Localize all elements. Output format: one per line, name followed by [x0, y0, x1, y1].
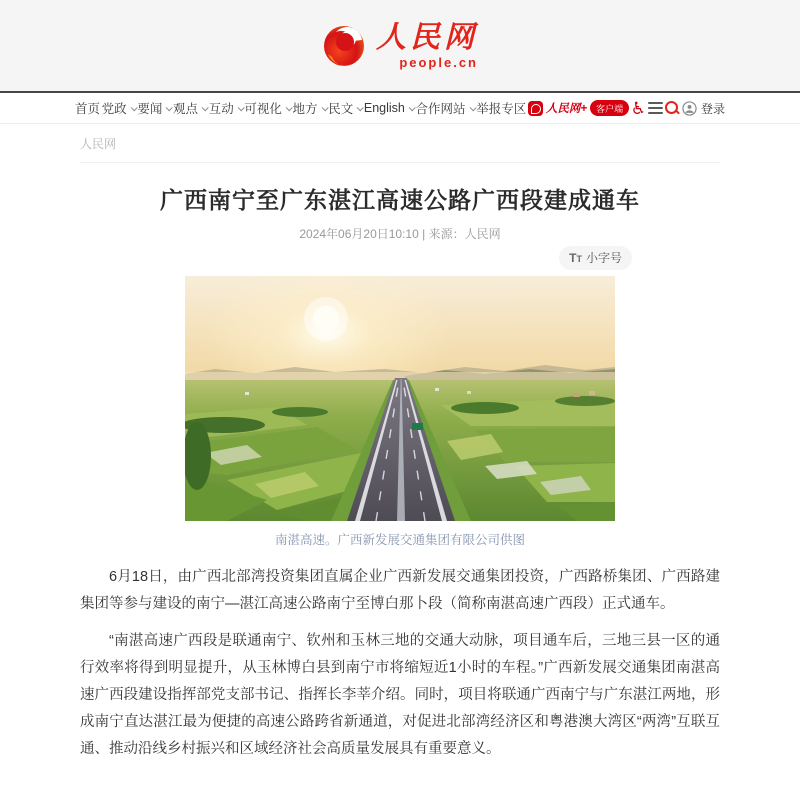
- nav-item-minwen[interactable]: 民文: [328, 99, 362, 117]
- article-date: 2024年06月20日10:10: [299, 227, 419, 241]
- logo-cn-text: 人民网: [376, 19, 478, 55]
- nav-item-opinion[interactable]: 观点: [173, 99, 207, 117]
- breadcrumb[interactable]: 人民网: [80, 137, 117, 151]
- site-logo[interactable]: [322, 19, 478, 70]
- nav-item-party[interactable]: 党政: [102, 99, 136, 117]
- page-title: 广西南宁至广东湛江高速公路广西段建成通车: [160, 187, 640, 213]
- app-badge-tag: 客户端: [590, 100, 629, 116]
- font-size-button[interactable]: TT 小字号: [559, 246, 632, 270]
- article-body: [80, 564, 720, 793]
- nav-item-visual[interactable]: 可视化: [244, 99, 291, 117]
- source-link[interactable]: 人民网: [464, 227, 501, 241]
- people-app-icon: [528, 101, 543, 116]
- image-caption: 南湛高速。广西新发展交通集团有限公司供图: [274, 532, 525, 547]
- paragraph: “南湛高速广西段是联通南宁、钦州和玉林三地的交通大动脉，项目通车后，三地三县一区的通行效率将得到明显提升，从玉林博白县到南宁市将缩短近1小时的车程。”广西新发展交通集团南湛高速广西段建设指挥部党支部书记、指挥长李莘介绍。同时，项目将联通广西南宁与广东湛江两地，形成南宁直达湛江最为便捷的高速公路跨省新通道，对促进北部湾经济区和粤港澳大湾区“两湾”互联互通、推动沿线乡村振兴和区域经济社会高质量发展具有重要意义。: [80, 633, 720, 757]
- people-app-badge[interactable]: [528, 100, 629, 116]
- masthead: [0, 0, 800, 91]
- wheelchair-icon[interactable]: ♿: [630, 98, 647, 118]
- divider: [80, 162, 720, 163]
- article-meta: [80, 225, 720, 242]
- nav-item-news[interactable]: 要闻: [137, 99, 171, 117]
- article-hero-image: [185, 276, 615, 521]
- login-label: 登录: [700, 101, 725, 116]
- people-sphere-icon: [322, 24, 366, 68]
- hamburger-icon[interactable]: [648, 102, 663, 114]
- login-button[interactable]: [682, 100, 725, 117]
- nav-item-interact[interactable]: 互动: [209, 99, 243, 117]
- source-label: 来源：: [428, 227, 465, 241]
- logo-en-text: people.cn: [399, 54, 478, 70]
- article: [80, 182, 720, 793]
- article-figure: [80, 276, 720, 548]
- nav-item-home[interactable]: 首页: [75, 102, 101, 116]
- app-badge-name: 人民网+: [545, 103, 588, 115]
- nav-item-english[interactable]: English: [364, 101, 414, 115]
- main-navbar: [0, 91, 800, 124]
- paragraph: 6月18日，由广西北部湾投资集团直属企业广西新发展交通集团投资，广西路桥集团、广西路建集团等参与建设的南宁—湛江高速公路南宁至博白那卜段（简称南湛高速广西段）正式通车。: [80, 569, 720, 612]
- nav-item-partners[interactable]: 合作网站: [416, 99, 475, 117]
- user-circle-icon: [682, 101, 697, 116]
- search-icon[interactable]: [664, 100, 680, 116]
- meta-separator: |: [422, 227, 426, 241]
- nav-item-local[interactable]: 地方: [293, 99, 327, 117]
- font-size-icon: TT: [569, 251, 582, 265]
- nav-item-report[interactable]: 举报专区: [476, 102, 527, 116]
